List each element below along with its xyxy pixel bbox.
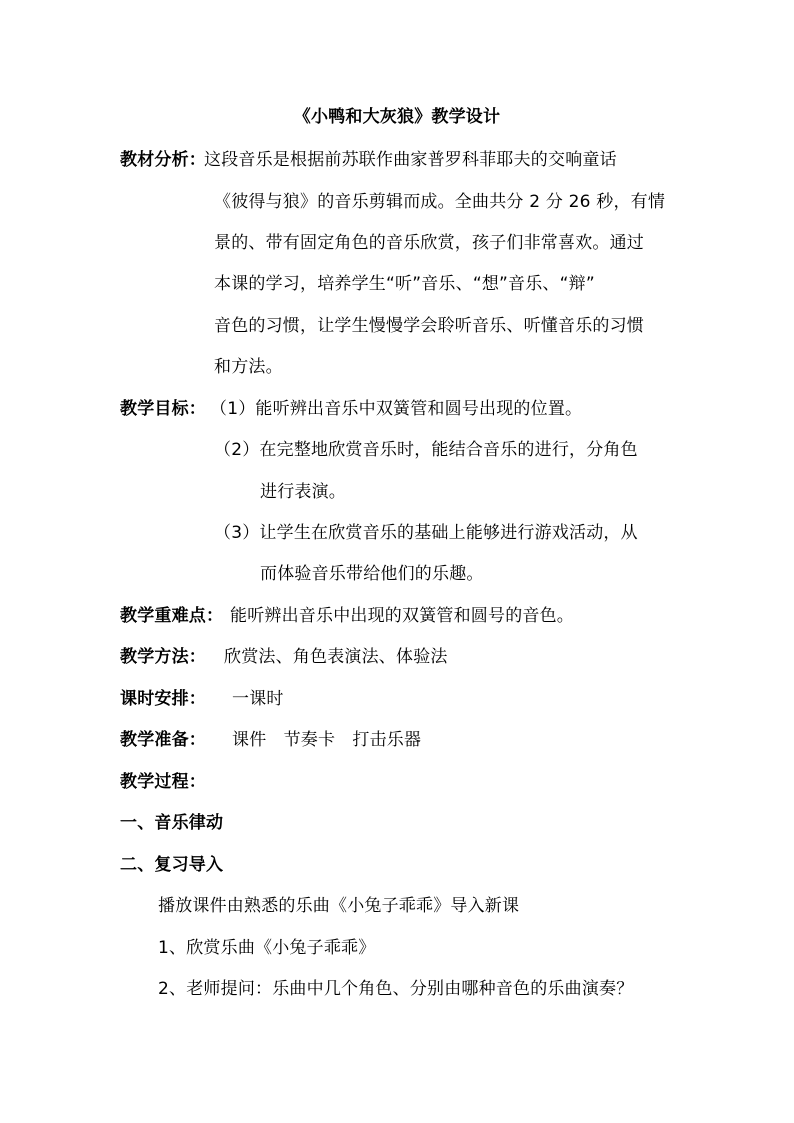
methods-text: 欣赏法、角色表演法、体验法 [224, 647, 448, 667]
analysis-line-4: 本课的学习，培养学生“听”音乐、“想”音乐、“辩” [214, 274, 595, 294]
preparation-text: 课件 节奏卡 打击乐器 [232, 730, 422, 750]
analysis-label: 教材分析： [120, 150, 206, 170]
page-title: 《小鸭和大灰狼》教学设计 [293, 107, 501, 127]
goal-2-cont: 进行表演。 [260, 482, 346, 502]
key-points-label: 教学重难点： [120, 606, 224, 626]
process-label: 教学过程： [120, 772, 206, 792]
process-line-1: 播放课件由熟悉的乐曲《小兔子乖乖》导入新课 [158, 896, 520, 916]
schedule-label: 课时安排： [120, 689, 206, 709]
goals-label: 教学目标： [120, 399, 206, 419]
process-line-2: 1、欣赏乐曲《小兔子乖乖》 [158, 938, 376, 958]
goal-2: （2）在完整地欣赏音乐时，能结合音乐的进行，分角色 [214, 440, 638, 460]
analysis-line-5: 音色的习惯，让学生慢慢学会聆听音乐、听懂音乐的习惯 [214, 316, 644, 336]
analysis-line-6: 和方法。 [214, 357, 283, 377]
process-line-3: 2、老师提问：乐曲中几个角色、分别由哪种音色的乐曲演奏？ [158, 979, 634, 999]
analysis-line-1: 这段音乐是根据前苏联作曲家普罗科菲耶夫的交响童话 [204, 150, 617, 170]
schedule-text: 一课时 [232, 689, 284, 709]
section-heading-2: 二、复习导入 [120, 855, 224, 875]
key-points-text: 能听辨出音乐中出现的双簧管和圆号的音色。 [230, 606, 574, 626]
goal-3-cont: 而体验音乐带给他们的乐趣。 [260, 564, 484, 584]
analysis-line-2: 《彼得与狼》的音乐剪辑而成。全曲共分 2 分 26 秒，有情 [214, 192, 666, 212]
goal-3: （3）让学生在欣赏音乐的基础上能够进行游戏活动，从 [214, 523, 638, 543]
preparation-label: 教学准备： [120, 730, 206, 750]
goal-1: （1）能听辨出音乐中双簧管和圆号出现的位置。 [210, 399, 583, 419]
methods-label: 教学方法： [120, 647, 206, 667]
section-heading-1: 一、音乐律动 [120, 813, 224, 833]
analysis-line-3: 景的、带有固定角色的音乐欣赏，孩子们非常喜欢。通过 [214, 233, 644, 253]
